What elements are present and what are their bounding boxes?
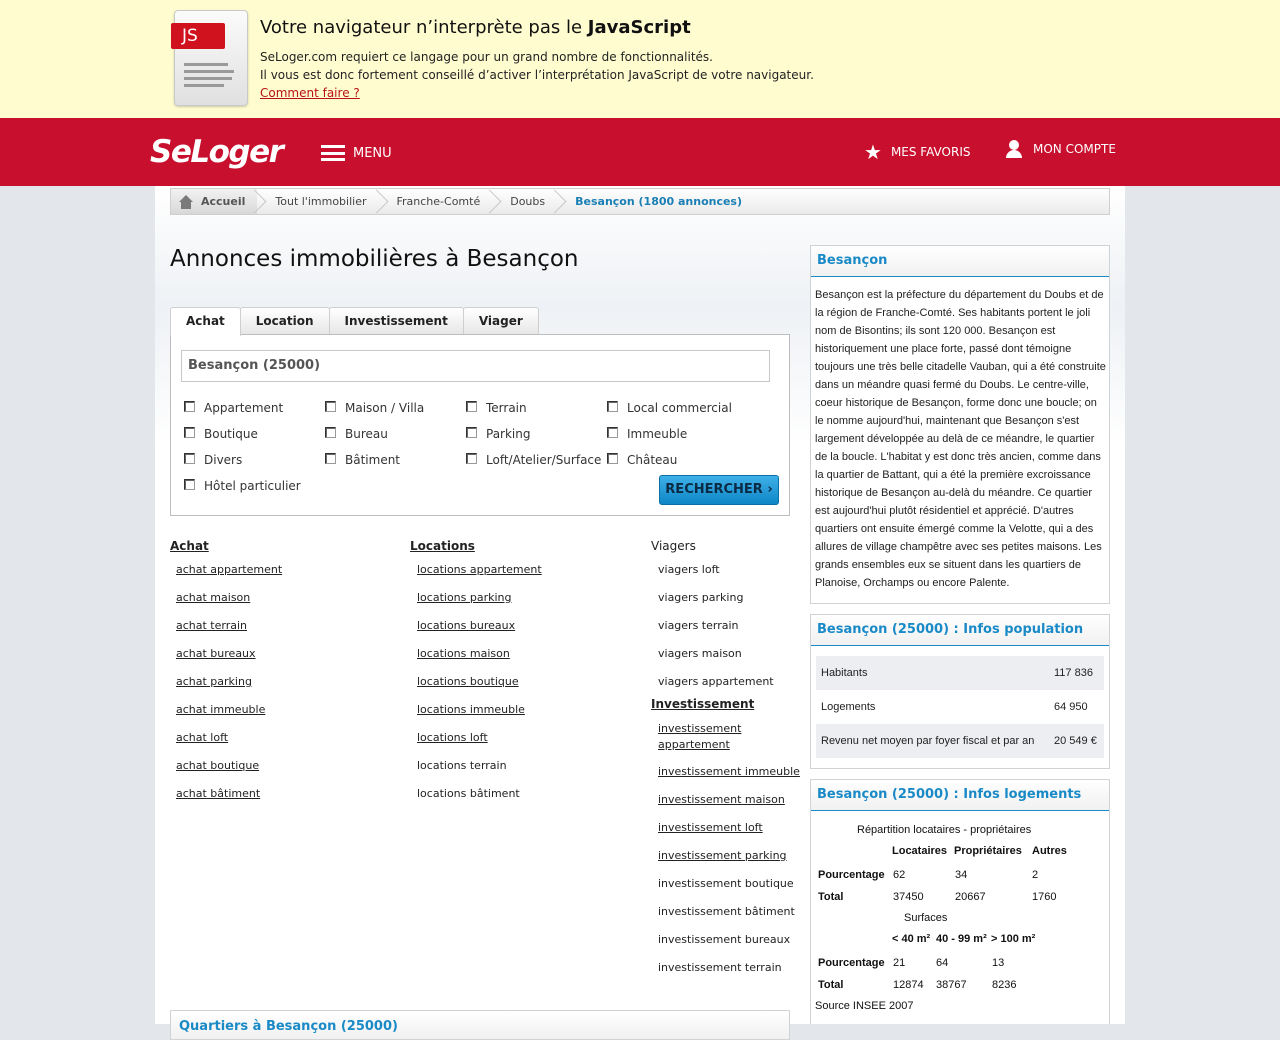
col-autres: Autres [1032, 845, 1067, 857]
link-achat-parking[interactable]: achat parking [176, 675, 252, 688]
search-button[interactable]: RECHERCHER › [659, 475, 779, 505]
surfaces-section-title: Surfaces [904, 912, 948, 924]
checkbox-maison-villa[interactable]: Maison / Villa [325, 401, 424, 415]
link-viagers-parking[interactable]: viagers parking [658, 591, 744, 604]
cell: 62 [893, 869, 906, 881]
link-investissement-boutique[interactable]: investissement boutique [658, 877, 794, 890]
checkbox-parking[interactable]: Parking [466, 427, 531, 441]
how-to-link[interactable]: Comment faire ? [260, 86, 360, 100]
link-viagers-maison[interactable]: viagers maison [658, 647, 742, 660]
population-row: Revenu net moyen par foyer fiscal et par an 20 549 € [816, 724, 1104, 758]
link-locations-boutique[interactable]: locations boutique [417, 675, 519, 688]
checkbox-appartement[interactable]: Appartement [184, 401, 283, 415]
link-locations-batiment[interactable]: locations bâtiment [417, 787, 520, 800]
investissement-heading[interactable]: Investissement [651, 697, 755, 711]
star-icon: ★ [864, 140, 882, 164]
js-warning-line-2: Il vous est donc fortement conseillé d’activer l’interprétation JavaScript de votre navigateur. [260, 68, 814, 82]
link-investissement-immeuble[interactable]: investissement immeuble [658, 765, 800, 778]
breadcrumb-item-current: Besançon (1800 annonces) [575, 195, 743, 208]
seloger-logo[interactable]: SeLoger [150, 134, 283, 170]
cell: 20667 [955, 891, 986, 903]
checkbox-batiment[interactable]: Bâtiment [325, 453, 400, 467]
data-source: Source INSEE 2007 [815, 1000, 914, 1012]
breadcrumb-item-all-property[interactable]: Tout l'immobilier [257, 189, 378, 214]
link-achat-immeuble[interactable]: achat immeuble [176, 703, 266, 716]
checkbox-divers[interactable]: Divers [184, 453, 242, 467]
cell: 8236 [992, 979, 1017, 991]
cell: 2 [1032, 869, 1039, 881]
breadcrumb-item-region[interactable]: Franche-Comté [379, 189, 493, 214]
breadcrumb [170, 188, 1110, 215]
tab-viager[interactable]: Viager [463, 307, 539, 335]
transaction-tabs [170, 307, 538, 335]
javascript-warning-banner [0, 0, 1280, 118]
link-viagers-appartement[interactable]: viagers appartement [658, 675, 774, 688]
link-locations-bureaux[interactable]: locations bureaux [417, 619, 516, 632]
link-investissement-batiment[interactable]: investissement bâtiment [658, 905, 795, 918]
tab-achat[interactable]: Achat [170, 307, 241, 336]
population-row: Logements 64 950 [821, 701, 1088, 713]
row-label: Total [818, 891, 844, 903]
checkbox-terrain[interactable]: Terrain [466, 401, 527, 415]
link-investissement-bureaux[interactable]: investissement bureaux [658, 933, 791, 946]
col-medium: 40 - 99 m² [936, 933, 987, 945]
link-achat-boutique[interactable]: achat boutique [176, 759, 260, 772]
population-row: Habitants 117 836 [816, 656, 1104, 690]
tab-location[interactable]: Location [240, 307, 330, 335]
link-investissement-appartement[interactable]: investissement appartement [658, 722, 742, 751]
link-achat-batiment[interactable]: achat bâtiment [176, 787, 261, 800]
link-achat-terrain[interactable]: achat terrain [176, 619, 248, 632]
row-label: Pourcentage [818, 869, 885, 881]
tab-investissement[interactable]: Investissement [329, 307, 464, 335]
link-locations-terrain[interactable]: locations terrain [417, 759, 507, 772]
link-viagers-terrain[interactable]: viagers terrain [658, 619, 739, 632]
js-document-icon [174, 10, 248, 106]
cell: 21 [893, 957, 906, 969]
housing-panel-title: Besançon (25000) : Infos logements [811, 780, 1109, 811]
location-input[interactable]: Besançon (25000) [181, 350, 770, 382]
checkbox-bureau[interactable]: Bureau [325, 427, 388, 441]
menu-label: MENU [353, 145, 392, 161]
checkbox-chateau[interactable]: Château [607, 453, 677, 467]
checkbox-hotel-particulier[interactable]: Hôtel particulier [184, 479, 301, 493]
link-locations-immeuble[interactable]: locations immeuble [417, 703, 525, 716]
population-panel [810, 614, 1110, 769]
col-proprietaires: Propriétaires [954, 845, 1022, 857]
city-description-text: Besançon est la préfecture du département du Doubs et de la région de Franche-Comté. Ses habitants portent le joli nom de Bisontins; ils sont 120 000. Besançon est historiquement une place forte, passé dont témoigne toujours une très belle citadelle Vauban, qui a été construite dans un méandre quasi fermé du Doubs. Le centre-ville, coeur historique de Besançon, forme donc une boucle; on le nomme aujourd'hui, maintenant que Besançon s'est largement développée au delà de ce méandre, le quartier de la boucle. L'habitat y est donc très ancien, comme dans la quartier de Battant, qui a été la première excroissance historique de Besançon au-delà du méandre. Ce quartier est aujourd'hui plutôt résidentiel et apprécié. D'autres quartiers ont ensuite émergé comme la Velotte, qui a des allures de village champêtre avec ses petites maisons. Les grands ensembles eux se situent dans les quartiers de Planoise, Orchamps ou encore Palente. [815, 289, 1106, 589]
favorites-button[interactable] [864, 140, 970, 164]
checkbox-loft[interactable]: Loft/Atelier/Surface [466, 453, 601, 467]
cell: 37450 [893, 891, 924, 903]
row-label: Total [818, 979, 844, 991]
link-locations-maison[interactable]: locations maison [417, 647, 510, 660]
locations-heading[interactable]: Locations [410, 539, 475, 553]
col-small: < 40 m² [892, 933, 931, 945]
breadcrumb-home[interactable]: Accueil [171, 189, 257, 214]
menu-button[interactable] [321, 142, 392, 164]
cell: 13 [992, 957, 1005, 969]
cell: 34 [955, 869, 968, 881]
site-header [0, 118, 1280, 186]
col-locataires: Locataires [892, 845, 948, 857]
population-panel-title: Besançon (25000) : Infos population [811, 615, 1109, 646]
cell: 38767 [936, 979, 967, 991]
js-warning-title: Votre navigateur n’interprète pas le JavaScript [260, 17, 691, 38]
link-investissement-maison[interactable]: investissement maison [658, 793, 785, 806]
js-warning-line-1: SeLoger.com requiert ce langage pour un grand nombre de fonctionnalités. [260, 50, 713, 64]
js-label: JS [171, 23, 225, 49]
link-locations-parking[interactable]: locations parking [417, 591, 512, 604]
breadcrumb-item-department[interactable]: Doubs [492, 189, 557, 214]
page-title: Annonces immobilières à Besançon [170, 246, 579, 272]
city-description-panel [810, 245, 1110, 604]
link-viagers-loft[interactable]: viagers loft [658, 563, 720, 576]
cell: 64 [936, 957, 949, 969]
link-investissement-parking[interactable]: investissement parking [658, 849, 787, 862]
checkbox-local-commercial[interactable]: Local commercial [607, 401, 732, 415]
link-locations-appartement[interactable]: locations appartement [417, 563, 542, 576]
cell: 12874 [893, 979, 924, 991]
col-large: > 100 m² [991, 933, 1036, 945]
link-achat-maison[interactable]: achat maison [176, 591, 251, 604]
viagers-heading: Viagers [651, 539, 696, 553]
cell: 1760 [1032, 891, 1057, 903]
user-icon [1005, 140, 1023, 158]
checkbox-immeuble[interactable]: Immeuble [607, 427, 687, 441]
favorites-label: MES FAVORIS [890, 145, 971, 159]
link-achat-bureaux[interactable]: achat bureaux [176, 647, 256, 660]
link-achat-appartement[interactable]: achat appartement [176, 563, 283, 576]
achat-heading[interactable]: Achat [170, 539, 209, 553]
link-investissement-loft[interactable]: investissement loft [658, 821, 763, 834]
row-label: Pourcentage [818, 957, 885, 969]
search-form [170, 334, 790, 516]
quartiers-panel [170, 1010, 790, 1040]
city-panel-title: Besançon [811, 246, 1109, 277]
link-investissement-terrain[interactable]: investissement terrain [658, 961, 782, 974]
link-locations-loft[interactable]: locations loft [417, 731, 488, 744]
checkbox-boutique[interactable]: Boutique [184, 427, 258, 441]
account-button[interactable] [1005, 140, 1116, 158]
quartiers-panel-title: Quartiers à Besançon (25000) [179, 1019, 398, 1034]
home-icon [179, 195, 193, 209]
tenure-section-title: Répartition locataires - propriétaires [857, 824, 1032, 836]
hamburger-icon [321, 145, 345, 161]
link-achat-loft[interactable]: achat loft [176, 731, 229, 744]
account-label: MON COMPTE [1033, 142, 1116, 156]
